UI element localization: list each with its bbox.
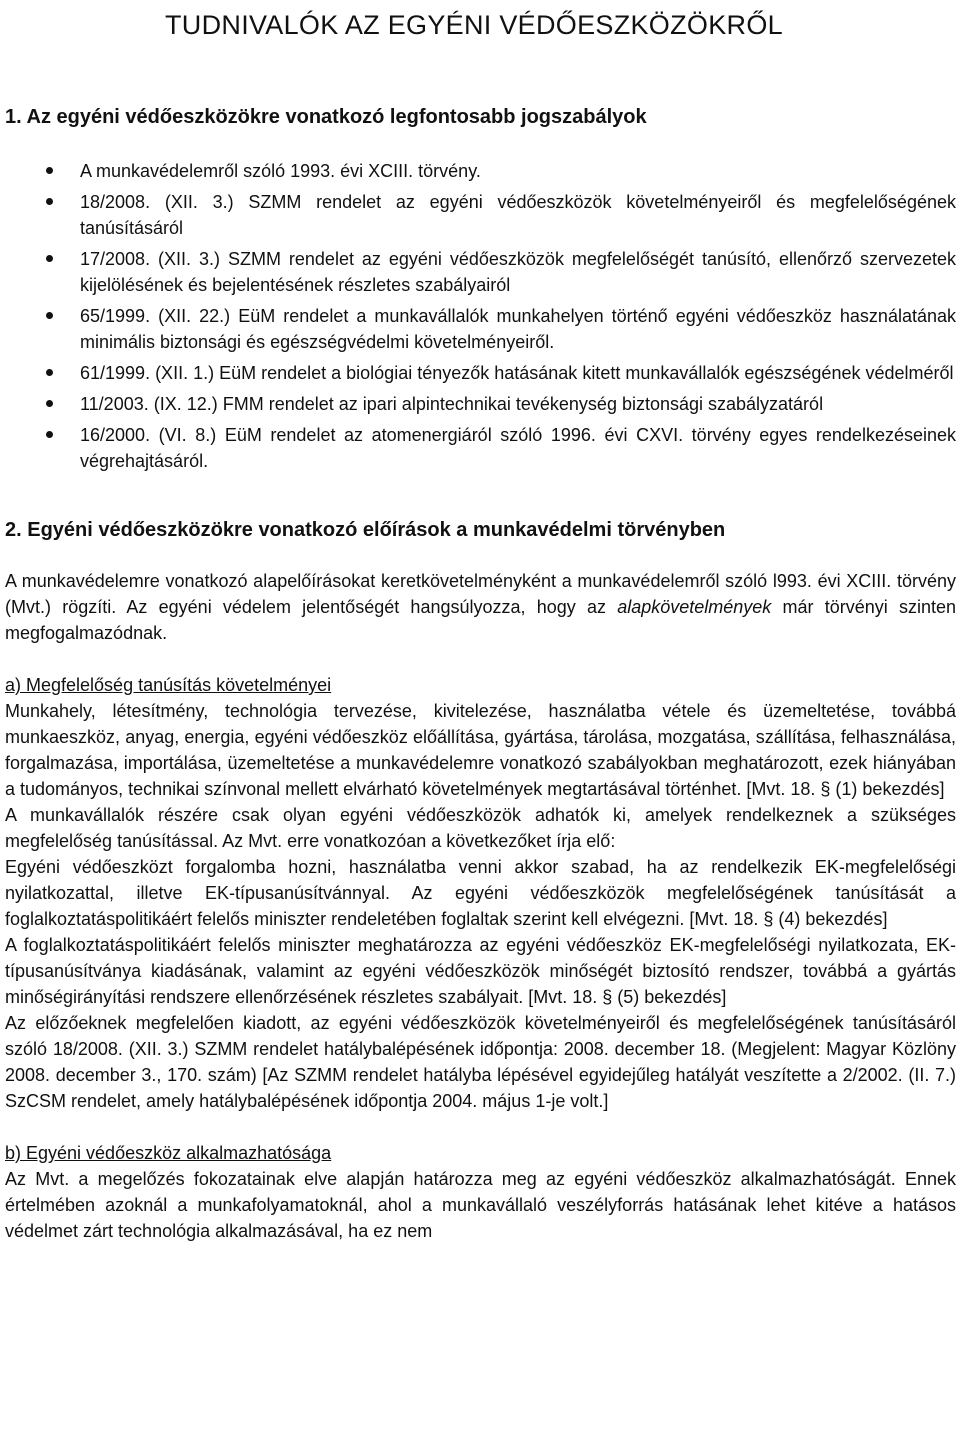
subsection-a-paragraph: A foglalkoztatáspolitikáért felelős miniszter meghatározza az egyéni védőeszköz EK-megfelelőségi nyilatkozata, EK-típusanúsítványa kiadásának, valamint az egyéni védőeszközök minőségét biztosító rendszer, továbbá a gyártás minőségirányítási rendszere ellenőrzésének részletes szabályait. [Mvt. 18. § (5) bekezdés] xyxy=(5,935,956,1007)
law-list xyxy=(5,158,956,474)
subsection-a-paragraph: Az előzőeknek megfelelően kiadott, az egyéni védőeszközök követelményeiről és megfelelőségének tanúsításáról szóló 18/2008. (XII. 3.) SZMM rendelet hatálybalépésének időpontja: 2008. december 18. (Megjelent: Magyar Közlöny 2008. december 3., 170. szám) [Az SZMM rendelet hatályba lépésével egyidejűleg hatályát veszítette a 2/2002. (II. 7.) SzCSM rendelet, amely hatálybalépésének időpontja 2004. május 1-je volt.] xyxy=(5,1013,956,1111)
section-2-intro xyxy=(5,568,956,646)
list-item: 17/2008. (XII. 3.) SZMM rendelet az egyéni védőeszközök megfelelőségét tanúsító, ellenőrző szervezetek kijelölésének és bejelentésének részletes szabályairól xyxy=(5,246,956,298)
list-item: 65/1999. (XII. 22.) EüM rendelet a munkavállalók munkahelyen történő egyéni védőeszköz használatának minimális biztonsági és egészségvédelmi követelményeiről. xyxy=(5,303,956,355)
section-2-heading: 2. Egyéni védőeszközökre vonatkozó előírások a munkavédelmi törvényben xyxy=(5,519,726,541)
subsection-b-paragraph: Az Mvt. a megelőzés fokozatainak elve alapján határozza meg az egyéni védőeszköz alkalmazhatóságát. Ennek értelmében azoknál a munkafolyamatoknál, ahol a munkavállaló veszélyforrás hatásának lehet kitéve a hatásos védelmet zárt technológia alkalmazásával, ha ez nem xyxy=(5,1169,956,1241)
list-item: 16/2000. (VI. 8.) EüM rendelet az atomenergiáról szóló 1996. évi CXVI. törvény egyes rendelkezéseinek végrehajtásáról. xyxy=(5,422,956,474)
list-item: 11/2003. (IX. 12.) FMM rendelet az ipari alpintechnikai tevékenység biztonsági szabályzatáról xyxy=(5,391,956,417)
subsection-a-paragraph: Munkahely, létesítmény, technológia tervezése, kivitelezése, használatba vétele és üzemeltetése, továbbá munkaeszköz, anyag, energia, egyéni védőeszköz előállítása, gyártása, tárolása, mozgatása, szállítása, felhasználása, forgalmazása, importálása, üzemeltetése a munkavédelemre vonatkozó szabályokban meghatározott, ezek hiányában a tudományos, technikai színvonal mellett elvárható követelmények megtartásával történhet. [Mvt. 18. § (1) bekezdés] xyxy=(5,701,956,799)
list-item: 61/1999. (XII. 1.) EüM rendelet a biológiai tényezők hatásának kitett munkavállalók egészségének védelméről xyxy=(5,360,956,386)
intro-italic-term: alapkövetelmények xyxy=(617,597,772,617)
list-item: A munkavédelemről szóló 1993. évi XCIII. törvény. xyxy=(5,158,956,184)
list-item: 18/2008. (XII. 3.) SZMM rendelet az egyéni védőeszközök követelményeiről és megfelelőségének tanúsításáról xyxy=(5,189,956,241)
subsection-a-paragraph: A munkavállalók részére csak olyan egyéni védőeszközök adhatók ki, amelyek rendelkeznek a szükséges megfelelőség tanúsítással. Az Mvt. erre vonatkozóan a következőket írja elő: xyxy=(5,805,956,851)
intro-text: A munkavédelemre vonatkozó alapelőírásokat keretkövetelményként a munkavédelemről szóló l993. évi XCIII. törvény (Mvt.) rögzíti. Az egyéni védelem jelentőségét hangsúlyozza, hogy az xyxy=(5,571,956,617)
document-title: TUDNIVALÓK AZ EGYÉNI VÉDŐESZKÖZÖKRŐL xyxy=(165,10,783,40)
subsection-b-heading: b) Egyéni védőeszköz alkalmazhatósága xyxy=(5,1143,332,1163)
section-1-heading: 1. Az egyéni védőeszközökre vonatkozó legfontosabb jogszabályok xyxy=(5,106,647,128)
subsection-a-heading: a) Megfelelőség tanúsítás követelményei xyxy=(5,675,332,695)
subsection-a-paragraph: Egyéni védőeszközt forgalomba hozni, használatba venni akkor szabad, ha az rendelkezik EK-megfelelőségi nyilatkozattal, illetve EK-típusanúsítvánnyal. Az egyéni védőeszközök megfelelőségének tanúsítását a foglalkoztatáspolitikáért felelős miniszter rendeletében foglaltak szerint kell elvégezni. [Mvt. 18. § (4) bekezdés] xyxy=(5,857,956,929)
intro-text-end: már törvényi szinten megfogalmazódnak. xyxy=(5,597,956,643)
